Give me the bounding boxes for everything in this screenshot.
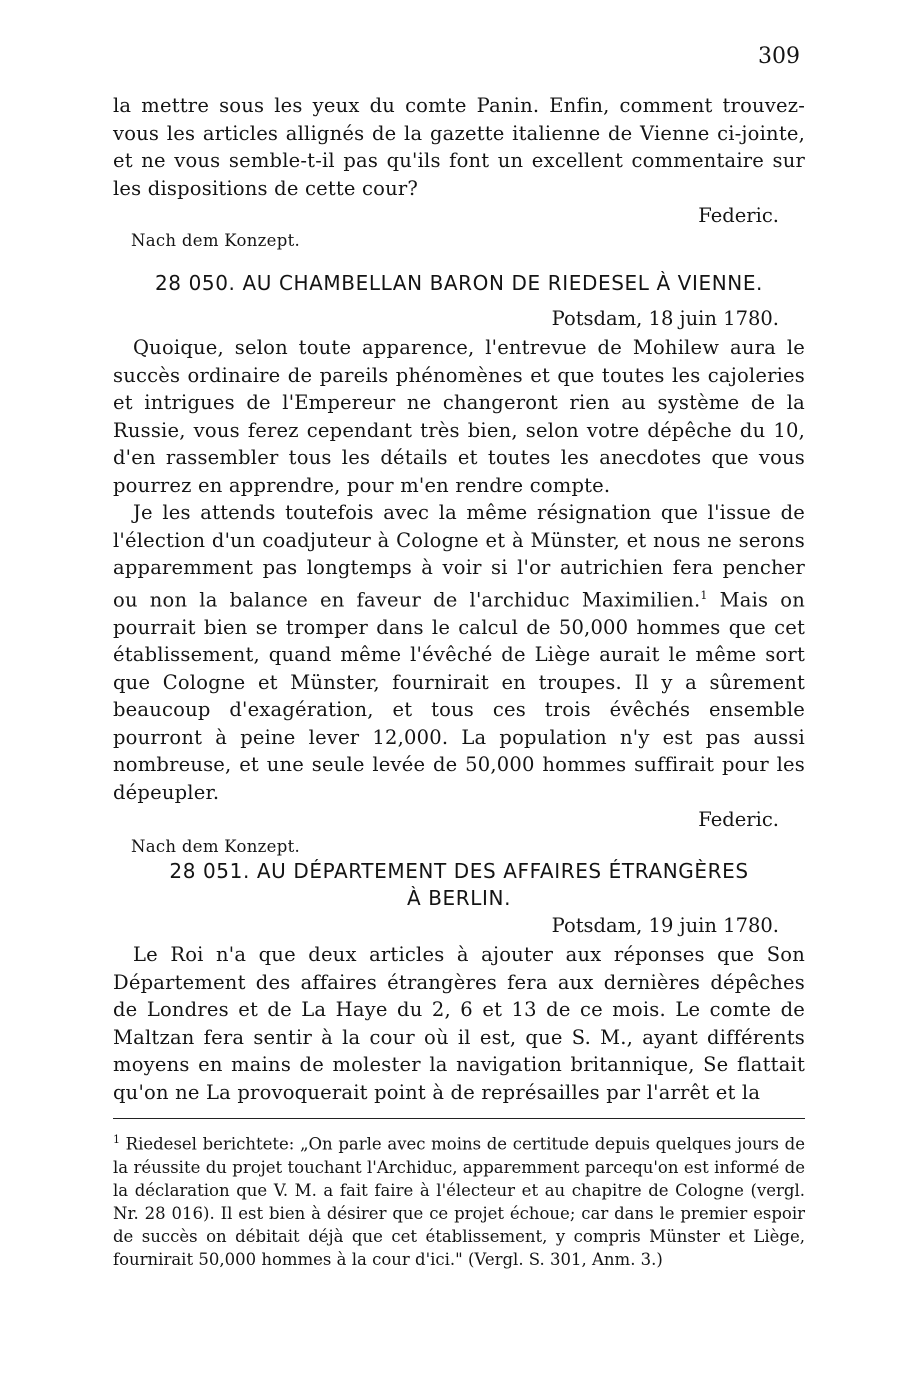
footnote-block (113, 1128, 805, 1271)
footnote-divider (113, 1118, 805, 1119)
source-note: Nach dem Konzept. (131, 837, 301, 856)
footnote-marker: 1 (700, 588, 708, 602)
continuation-paragraph: la mettre sous les yeux du comte Panin. Enfin, comment trouvez-vous les articles allignés de la gazette italienne de Vienne ci-jointe, et ne vous semble-t-il pas qu'ils font un excellent commentaire sur les dispositions de cette cour? (113, 94, 805, 200)
source-note: Nach dem Konzept. (131, 231, 301, 250)
dateline: Potsdam, 18 juin 1780. (551, 307, 779, 330)
footnote-marker: 1 (113, 1133, 120, 1146)
paragraph-text: Je les attends toutefois avec la même résignation que l'issue de l'élection d'un coadjuteur à Cologne et à Münster, et nous ne serons apparemment pas longtemps à voir si l'or autrichien fera pencher ou non la balance en faveur de l'archiduc Maximilien. (113, 501, 805, 611)
footnote-text: Riedesel berichtete: „On parle avec moins de certitude depuis quelques jours de la réussite du projet touchant l'Archiduc, apparemment parcequ'on est informé de la déclaration que V. M. a fait faire à l'électeur et au chapitre de Cologne (vergl. Nr. 28 016). Il est bien à désirer que ce projet échoue; car dans le premier espoir de succès on débitait déjà que cet établissement, y compris Münster et Liège, fournirait 50,000 hommes à la cour d'ici." (Vergl. S. 301, Anm. 3.) (113, 1134, 805, 1269)
page-number: 309 (758, 44, 800, 69)
signature: Federic. (698, 204, 779, 227)
letter-heading: 28 050. AU CHAMBELLAN BARON DE RIEDESEL À VIENNE. (154, 271, 764, 295)
letter-paragraph: Le Roi n'a que deux articles à ajouter aux réponses que Son Département des affaires étrangères fera aux dernières dépêches de Londres et de La Haye du 2, 6 et 13 de ce mois. Le comte de Maltzan fera sentir à la cour où il est, que S. M., ayant différents moyens en mains de molester la navigation britannique, Se flattait qu'on ne La provoquerait point à de représailles par l'arrêt et la (113, 943, 805, 1104)
letter-heading: À BERLIN. (406, 886, 512, 910)
letter-paragraph (113, 499, 805, 806)
signature: Federic. (698, 808, 779, 831)
letter-28050 (113, 270, 805, 856)
letter-paragraph: Quoique, selon toute apparence, l'entrevue de Mohilew aura le succès ordinaire de pareils phénomènes et que toutes les cajoleries et intrigues de l'Empereur ne changeront rien au système de la Russie, vous ferez cependant très bien, selon votre dépêche du 10, d'en rassembler tous les détails et toutes les anecdotes que vous pourrez en apprendre, pour m'en rendre compte. (113, 336, 805, 497)
dateline: Potsdam, 19 juin 1780. (551, 914, 779, 937)
paragraph-text: Mais on pourrait bien se tromper dans le calcul de 50,000 hommes que cet établissement, quand même l'évêché de Liège aurait le même sort que Cologne et Münster, fournirait en troupes. Il y a sûrement beaucoup d'exagération, et tous ces trois évêchés ensemble pourront à peine lever 12,000. La population n'y est pas aussi nombreuse, et une seule levée de 50,000 hommes suffirait pour les dépeupler. (113, 588, 805, 804)
footnote (113, 1128, 805, 1271)
letter-heading: 28 051. AU DÉPARTEMENT DES AFFAIRES ÉTRANGÈRES (169, 859, 749, 883)
letter-28051 (113, 858, 805, 1106)
continuation-block (113, 92, 805, 250)
